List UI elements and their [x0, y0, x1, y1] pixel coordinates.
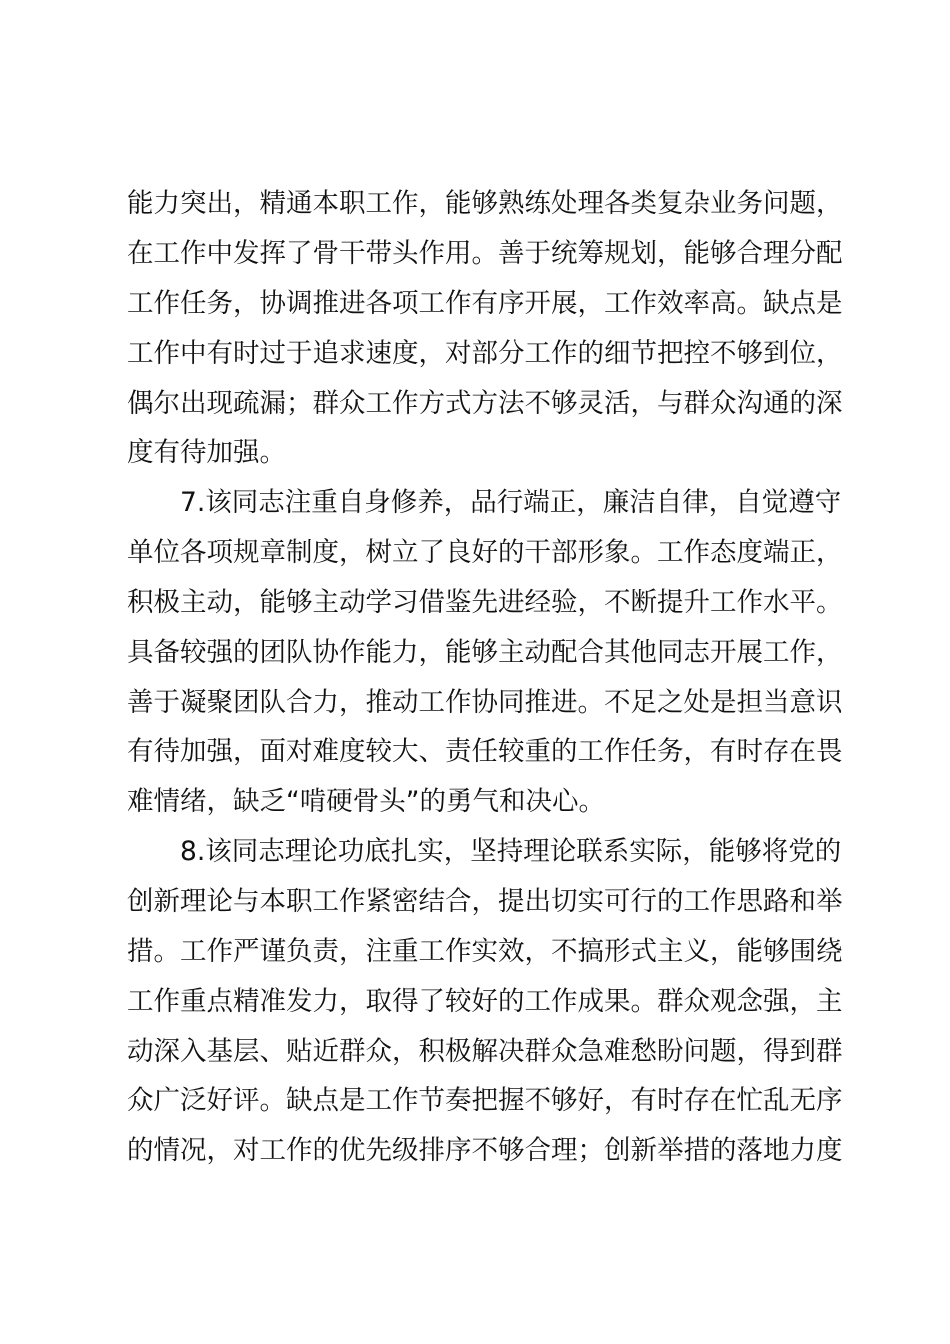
text-line: 积极主动，能够主动学习借鉴先进经验，不断提升工作水平。: [127, 586, 843, 618]
text-line: 具备较强的团队协作能力，能够主动配合其他同志开展工作，: [127, 636, 843, 668]
text-line: 度有待加强。: [127, 437, 286, 469]
text-line: 工作重点精准发力，取得了较好的工作成果。群众观念强，主: [127, 985, 843, 1017]
text-line: 偶尔出现疏漏；群众工作方式方法不够灵活，与群众沟通的深: [127, 387, 843, 419]
paragraph-8: [127, 827, 843, 1176]
text-line: 创新理论与本职工作紧密结合，提出切实可行的工作思路和举: [127, 885, 843, 917]
paragraph-6-continuation: [127, 179, 843, 478]
text-line: 工作任务，协调推进各项工作有序开展，工作效率高。缺点是: [127, 287, 843, 319]
text-line: 8.该同志理论功底扎实，坚持理论联系实际，能够将党的: [180, 836, 842, 867]
text-line: 有待加强，面对难度较大、责任较重的工作任务，有时存在畏: [127, 736, 843, 768]
text-line: 措。工作严谨负责，注重工作实效，不搞形式主义，能够围绕: [127, 935, 843, 967]
text-line: 能力突出，精通本职工作，能够熟练处理各类复杂业务问题，: [127, 188, 843, 219]
text-line: 单位各项规章制度，树立了良好的干部形象。工作态度端正，: [127, 536, 843, 568]
text-line: 众广泛好评。缺点是工作节奏把握不够好，有时存在忙乱无序: [127, 1085, 843, 1117]
text-line: 善于凝聚团队合力，推动工作协同推进。不足之处是担当意识: [127, 686, 843, 718]
text-line: 难情绪，缺乏“啃硬骨头”的勇气和决心。: [127, 786, 605, 818]
text-line: 7.该同志注重自身修养，品行端正，廉洁自律，自觉遵守: [180, 487, 842, 518]
paragraph-7: [127, 478, 843, 827]
text-line: 动深入基层、贴近群众，积极解决群众急难愁盼问题，得到群: [127, 1035, 843, 1067]
text-line: 在工作中发挥了骨干带头作用。善于统筹规划，能够合理分配: [127, 237, 843, 269]
text-line: 工作中有时过于追求速度，对部分工作的细节把控不够到位，: [127, 337, 843, 369]
text-line: 的情况，对工作的优先级排序不够合理；创新举措的落地力度: [127, 1135, 843, 1167]
